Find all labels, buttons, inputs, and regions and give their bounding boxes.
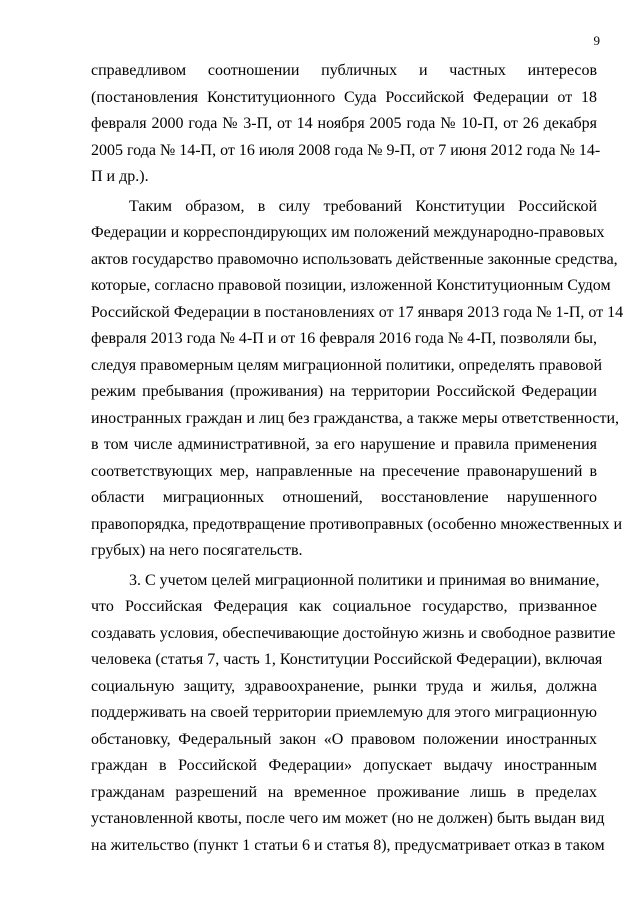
text-line: создавать условия, обеспечивающие достойную жизнь и свободное развитие [91,624,616,642]
text-line: Федерации и корреспондирующих им положений международно-правовых [91,224,605,241]
text-line: справедливом соотношении публичных и частных интересов [91,62,597,79]
paragraph-2 [91,194,624,565]
text-line: (постановления Конституционного Суда Российской Федерации от 18 [91,88,597,106]
text-line: соответствующих мер, направленные на пресечение правонарушений в [91,462,597,480]
text-line: 2005 года № 14-П, от 16 июля 2008 года № 9-П, от 7 июня 2012 года № 14- [91,141,601,159]
paragraph-3 [91,568,616,860]
text-line: граждан в Российской Федерации» допускает выдачу иностранным [91,757,597,774]
text-line: февраля 2000 года № 3-П, от 14 ноября 2005 года № 10-П, от 26 декабря [91,115,597,132]
text-line: поддерживать на своей территории приемлемую для этого миграционную [91,704,597,721]
text-line: П и др.). [91,168,149,185]
text-line: которые, согласно правовой позиции, изложенной Конституционным Судом [91,277,611,294]
text-line: следуя правомерным целям миграционной политики, определять правовой [91,356,603,374]
text-line: области миграционных отношений, восстановление нарушенного [91,489,597,506]
text-line: Таким образом, в силу требований Конституции Российской [129,197,597,215]
text-line: иностранных граждан и лиц без гражданства, а также меры ответственности, [91,409,620,427]
text-line: обстановку, Федеральный закон «О правовом положении иностранных [91,730,597,748]
text-line: Российской Федерации в постановлениях от 17 января 2013 года № 1-П, от 14 [91,303,624,321]
text-line: февраля 2013 года № 4-П и от 16 февраля 2016 года № 4-П, позволяли бы, [91,330,597,347]
text-line: режим пребывания (проживания) на территории Российской Федерации [91,383,597,400]
text-line: актов государство правомочно использовать действенные законные средства, [91,250,618,268]
body-text [91,58,624,859]
text-line: гражданам разрешений на временное проживание лишь в пределах [91,783,597,801]
page-number: 9 [593,33,600,48]
text-line: грубых) на него посягательств. [91,542,303,559]
text-line: 3. С учетом целей миграционной политики и принимая во внимание, [129,571,600,589]
text-line: что Российская Федерация как социальное государство, призванное [91,598,597,615]
text-line: на жительство (пункт 1 статьи 6 и статья 8), предусматривает отказ в таком [91,836,605,854]
text-line: человека (статья 7, часть 1, Конституции Российской Федерации), включая [91,651,603,668]
paragraph-1 [91,58,601,191]
text-line: установленной квоты, после чего им может (но не должен) быть выдан вид [91,810,605,827]
text-line: социальную защиту, здравоохранение, рынки труда и жилья, должна [91,677,597,695]
text-line: в том числе административной, за его нарушение и правила применения [91,436,597,453]
text-line: правопорядка, предотвращение противоправных (особенно множественных и [91,515,623,533]
